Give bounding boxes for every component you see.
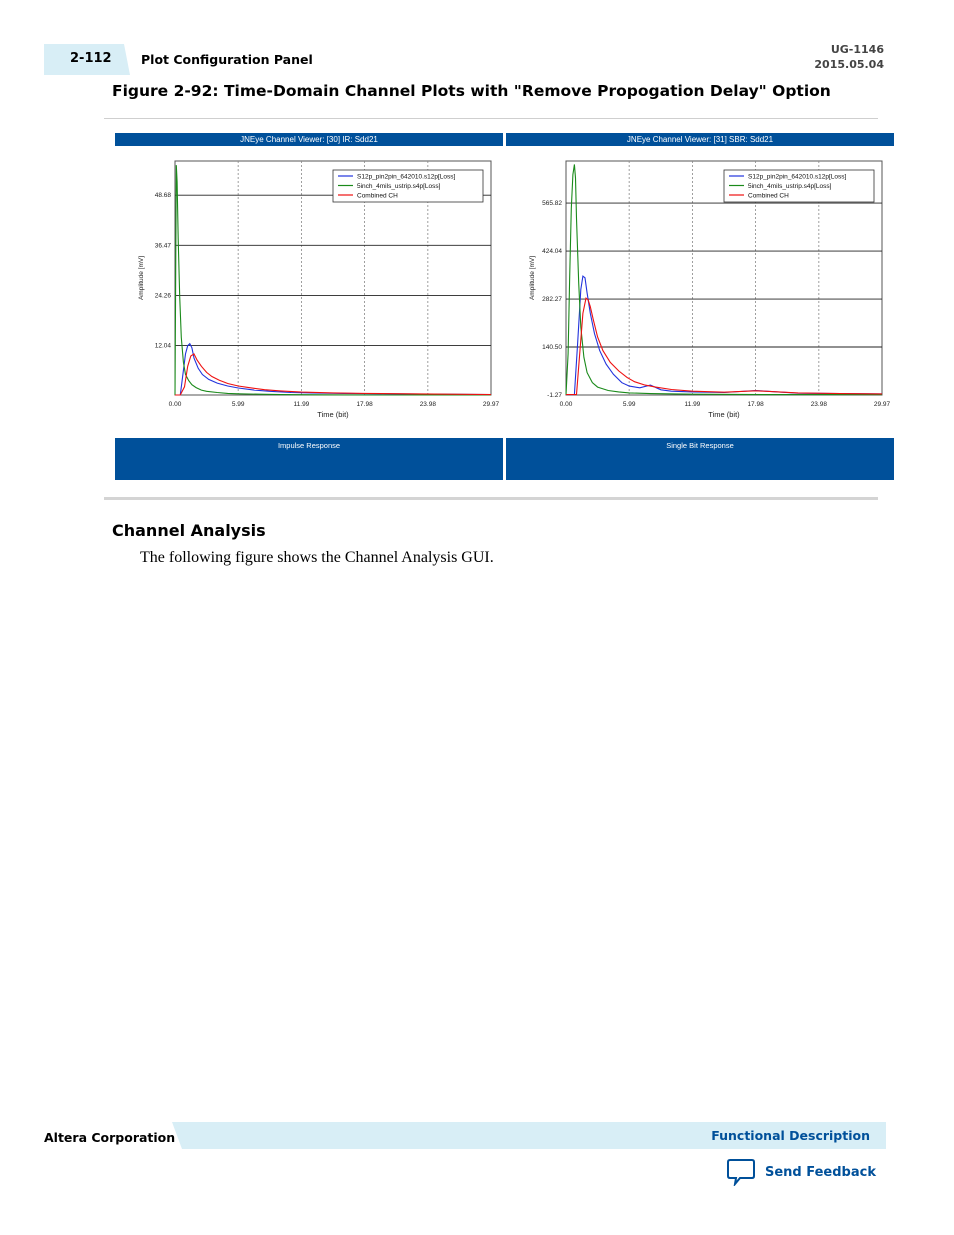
section-title: Plot Configuration Panel [141, 52, 313, 67]
x-tick-label: 0.00 [168, 401, 182, 408]
x-tick-label: 23.98 [419, 401, 436, 408]
x-tick-label: 23.98 [810, 401, 827, 408]
y-tick-label: 12.04 [154, 342, 171, 350]
y-axis-label: Amplitude [mV] [138, 255, 145, 301]
y-tick-label: 24.26 [154, 292, 171, 300]
x-tick-label: 17.98 [356, 401, 373, 408]
document-id: UG-1146 [830, 43, 884, 56]
legend-label: S12p_pin2pin_642010.s12p[Loss] [357, 173, 456, 181]
y-tick-label: -1.27 [547, 392, 562, 399]
x-axis-label: Time (bit) [317, 410, 349, 419]
legend-label: Combined CH [748, 192, 789, 200]
functional-description-link[interactable]: Functional Description [711, 1128, 870, 1143]
x-tick-label: 29.97 [482, 401, 500, 408]
y-tick-label: 140.50 [542, 344, 562, 352]
impulse-panel-title: JNEye Channel Viewer: [30] IR: Sdd21 [115, 133, 503, 146]
document-date: 2015.05.04 [814, 58, 884, 71]
speech-bubble-icon [726, 1158, 756, 1186]
figure-bottom-rule [104, 497, 878, 500]
company-name: Altera Corporation [44, 1130, 176, 1145]
x-axis-label: Time (bit) [708, 410, 740, 419]
x-tick-label: 0.00 [559, 401, 573, 408]
y-tick-label: 36.47 [154, 242, 171, 250]
x-tick-label: 5.99 [622, 401, 636, 408]
y-tick-label: 565.82 [542, 200, 562, 208]
x-tick-label: 17.98 [747, 401, 764, 408]
send-feedback-button[interactable] [726, 1158, 876, 1186]
legend-label: Combined CH [357, 192, 398, 200]
y-tick-label: 282.27 [542, 296, 562, 304]
x-tick-label: 29.97 [873, 401, 891, 408]
impulse-response-chart [115, 147, 503, 437]
y-tick-label: 424.04 [542, 248, 562, 256]
legend-label: 5inch_4mils_ustrip.s4p[Loss] [748, 183, 832, 190]
body-paragraph: The following figure shows the Channel Analysis GUI. [140, 549, 494, 566]
sbr-panel-title: JNEye Channel Viewer: [31] SBR: Sdd21 [506, 133, 894, 146]
legend-label: 5inch_4mils_ustrip.s4p[Loss] [357, 183, 441, 190]
page-number: 2-112 [70, 51, 112, 66]
x-tick-label: 5.99 [231, 401, 245, 408]
impulse-panel-footer: Impulse Response [115, 438, 503, 480]
x-tick-label: 11.99 [684, 401, 701, 408]
y-axis-label: Amplitude [mV] [529, 255, 536, 301]
x-tick-label: 11.99 [293, 401, 310, 408]
sbr-panel-footer: Single Bit Response [506, 438, 894, 480]
send-feedback-label: Send Feedback [765, 1164, 876, 1180]
figure-caption: Figure 2-92: Time-Domain Channel Plots with "Remove Propogation Delay" Option [112, 82, 831, 100]
y-tick-label: 48.68 [154, 192, 171, 200]
single-bit-response-chart [506, 147, 894, 437]
figure-top-rule [104, 118, 878, 119]
section-heading: Channel Analysis [112, 521, 266, 540]
legend-label: S12p_pin2pin_642010.s12p[Loss] [748, 173, 847, 181]
